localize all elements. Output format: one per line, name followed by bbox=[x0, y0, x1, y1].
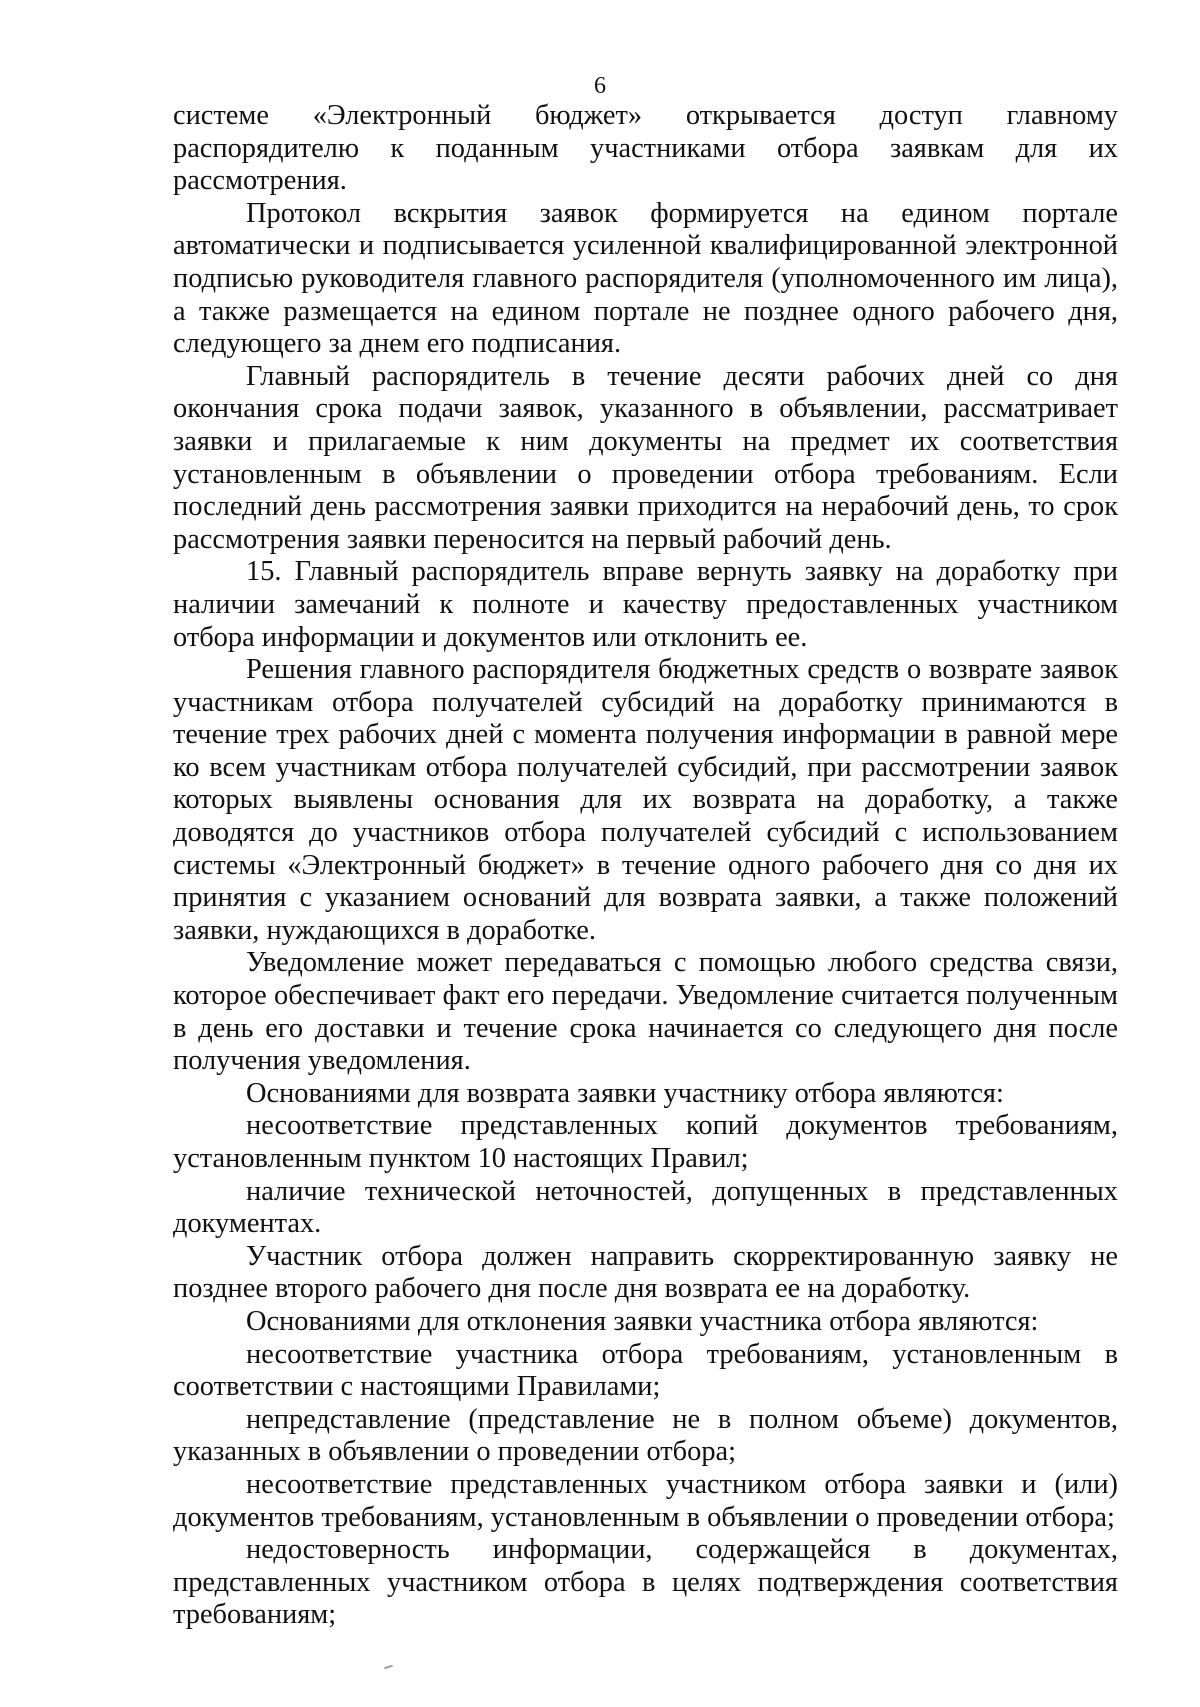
paragraph-rejection-ground-2: непредставление (представление не в полном объеме) документов, указанных в объявлении о проведении отбора; bbox=[173, 1403, 1118, 1468]
paragraph-review-period: Главный распорядитель в течение десяти рабочих дней со дня окончания срока подачи заявок, указанного в объявлении, рассматривает заявки и прилагаемые к ним документы на предмет их соответствия установленным в объявлении о проведении отбора требованиям. Если последний день рассмотрения заявки приходится на нерабочий день, то срок рассмотрения заявки переносится на первый рабочий день. bbox=[173, 360, 1118, 555]
paragraph-resubmission: Участник отбора должен направить скорректированную заявку не позднее второго рабочего дня после дня возврата ее на доработку. bbox=[173, 1240, 1118, 1305]
paragraph-rejection-ground-3: несоответствие представленных участником отбора заявки и (или) документов требованиям, установленным в объявлении о проведении отбора; bbox=[173, 1468, 1118, 1533]
paragraph-rejection-grounds-heading: Основаниями для отклонения заявки участника отбора являются: bbox=[246, 1305, 1039, 1337]
scan-speck bbox=[384, 1665, 393, 1670]
paragraph-electronic-budget-access: системе «Электронный бюджет» открывается доступ главному распорядителю к поданным участниками отбора заявкам для их рассмотрения. bbox=[173, 100, 1118, 197]
paragraph-notification: Уведомление может передаваться с помощью любого средства связи, которое обеспечивает факт его передачи. Уведомление считается полученным в день его доставки и течение срока начинается со следующего дня после получения уведомления. bbox=[173, 947, 1118, 1077]
paragraph-return-ground-2: наличие технической неточностей, допущенных в представленных документах. bbox=[173, 1175, 1118, 1240]
paragraph-return-grounds-heading: Основаниями для возврата заявки участнику отбора являются: bbox=[246, 1077, 1004, 1109]
page-number: 6 bbox=[594, 73, 606, 99]
paragraph-return-ground-1: несоответствие представленных копий документов требованиям, установленным пунктом 10 настоящих Правил; bbox=[173, 1110, 1118, 1174]
paragraph-rejection-ground-4: недостоверность информации, содержащейся в документах, представленных участником отбора в целях подтверждения соответствия требованиям; bbox=[173, 1534, 1118, 1631]
paragraph-item-15: 15. Главный распорядитель вправе вернуть заявку на доработку при наличии замечаний к полноте и качеству предоставленных участником отбора информации и документов или отклонить ее. bbox=[173, 556, 1118, 653]
paragraph-rejection-ground-1: несоответствие участника отбора требованиям, установленным в соответствии с настоящими Правилами; bbox=[173, 1338, 1118, 1403]
document-body bbox=[173, 100, 1118, 1632]
paragraph-opening-protocol: Протокол вскрытия заявок формируется на едином портале автоматически и подписывается усиленной квалифицированной электронной подписью руководителя главного распорядителя (уполномоченного им лица), а также размещается на едином портале не позднее одного рабочего дня, следующего за днем его подписания. bbox=[173, 197, 1118, 360]
paragraph-return-decisions: Решения главного распорядителя бюджетных средств о возврате заявок участникам отбора получателей субсидий на доработку принимаются в течение трех рабочих дней с момента получения информации в равной мере ко всем участникам отбора получателей субсидий, при рассмотрении заявок которых выявлены основания для их возврата на доработку, а также доводятся до участников отбора получателей субсидий с использованием системы «Электронный бюджет» в течение одного рабочего дня со дня их принятия с указанием оснований для возврата заявки, а также положений заявки, нуждающихся в доработке. bbox=[173, 654, 1118, 946]
